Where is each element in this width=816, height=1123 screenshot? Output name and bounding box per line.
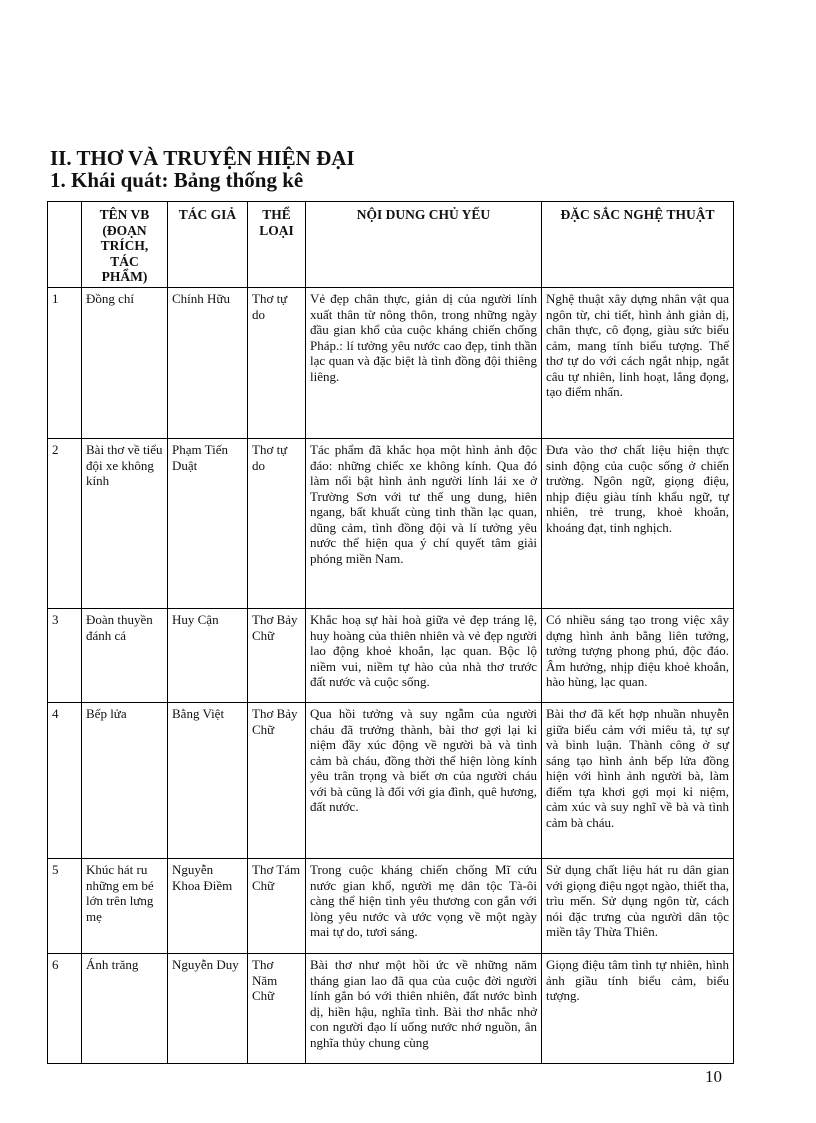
table-row bbox=[48, 439, 734, 609]
cell-content: Trong cuộc kháng chiến chống Mĩ cứu nước gian khổ, người mẹ dân tộc Tà-ôi càng thể hiện tình yêu thương con gắn với lòng yêu nước và ước vọng về một ngày mai tự do, tươi sáng. bbox=[306, 859, 542, 954]
cell-stt: 5 bbox=[48, 859, 82, 954]
header-genre: THỂ LOẠI bbox=[248, 202, 306, 288]
cell-stt: 4 bbox=[48, 703, 82, 859]
cell-author: Nguyễn Khoa Điềm bbox=[168, 859, 248, 954]
table-header-row bbox=[48, 202, 734, 288]
cell-author: Bằng Việt bbox=[168, 703, 248, 859]
section-title: II. THƠ VÀ TRUYỆN HIỆN ĐẠI bbox=[50, 146, 355, 170]
cell-genre: Thơ tự do bbox=[248, 439, 306, 609]
cell-content: Vẻ đẹp chân thực, giản dị của người lính xuất thân từ nông thôn, trong những ngày đầu gian khổ của cuộc kháng chiến chống Pháp.: lí tưởng yêu nước cao đẹp, tinh thần lạc quan và đặc biệt là tình đồng đội thiêng liêng. bbox=[306, 288, 542, 439]
cell-stt: 6 bbox=[48, 954, 82, 1064]
subsection-title: 1. Khái quát: Bảng thống kê bbox=[50, 168, 304, 192]
cell-stt: 2 bbox=[48, 439, 82, 609]
summary-table bbox=[47, 201, 734, 1064]
cell-title: Khúc hát ru những em bé lớn trên lưng mẹ bbox=[82, 859, 168, 954]
cell-art: Bài thơ đã kết hợp nhuần nhuyễn giữa biểu cảm với miêu tả, tự sự và bình luận. Thành công ở sự sáng tạo hình ảnh bếp lửa đồng hiện với hình ảnh người bà, làm điểm tựa khơi gợi mọi kỉ niệm, cảm xúc và suy nghĩ về bà và tình cảm bà cháu. bbox=[542, 703, 734, 859]
cell-author: Huy Cận bbox=[168, 609, 248, 703]
cell-genre: Thơ Bảy Chữ bbox=[248, 609, 306, 703]
cell-stt: 1 bbox=[48, 288, 82, 439]
header-title: TÊN VB (ĐOẠN TRÍCH, TÁC PHẨM) bbox=[82, 202, 168, 288]
cell-genre: Thơ Bảy Chữ bbox=[248, 703, 306, 859]
cell-art: Nghệ thuật xây dựng nhân vật qua ngôn từ, chi tiết, hình ảnh giản dị, chân thực, cô đọng, giàu sức biểu cảm, mang tính biểu tượng. Thể thơ tự do với cách ngắt nhịp, ngắt câu tự nhiên, linh hoạt, lắng đọng, tạo điểm nhấn. bbox=[542, 288, 734, 439]
table-row bbox=[48, 954, 734, 1064]
cell-content: Bài thơ như một hồi ức về những năm tháng gian lao đã qua của cuộc đời người lính gắn bó với thiên nhiên, đất nước bình dị, hiền hậu, nghĩa tình. Bài thơ nhắc nhở con người đạo lí uống nước nhớ nguồn, ân nghĩa thủy chung cùng bbox=[306, 954, 542, 1064]
cell-genre: Thơ tự do bbox=[248, 288, 306, 439]
cell-art: Đưa vào thơ chất liệu hiện thực sinh động của cuộc sống ở chiến trường. Ngôn ngữ, giọng điệu, nhịp điệu giàu tính khẩu ngữ, tự nhiên, trẻ trung, khoẻ khoắn, khoáng đạt, tinh nghịch. bbox=[542, 439, 734, 609]
cell-title: Bếp lửa bbox=[82, 703, 168, 859]
table-row bbox=[48, 609, 734, 703]
cell-content: Qua hồi tưởng và suy ngẫm của người cháu đã trưởng thành, bài thơ gợi lại kỉ niệm đầy xúc động về người bà và tình cảm bà cháu, đồng thời thể hiện lòng kính yêu trân trọng và biết ơn của người cháu với bà cũng là đối với gia đình, quê hương, đất nước. bbox=[306, 703, 542, 859]
cell-art: Sử dụng chất liệu hát ru dân gian với giọng điệu ngọt ngào, thiết tha, trìu mến. Sử dụng ngôn từ, cách nói đặc trưng của người dân tộc miền tây Thừa Thiên. bbox=[542, 859, 734, 954]
cell-content: Khắc hoạ sự hài hoà giữa vẻ đẹp tráng lệ, huy hoàng của thiên nhiên và vẻ đẹp người lao động khoẻ khoắn, lạc quan. Bộc lộ niềm vui, niềm tự hào của nhà thơ trước đất nước và cuộc sống. bbox=[306, 609, 542, 703]
table-row bbox=[48, 288, 734, 439]
cell-author: Chính Hữu bbox=[168, 288, 248, 439]
header-art: ĐẶC SẮC NGHỆ THUẬT bbox=[542, 202, 734, 288]
header-content: NỘI DUNG CHỦ YẾU bbox=[306, 202, 542, 288]
cell-genre: Thơ Tám Chữ bbox=[248, 859, 306, 954]
header-stt bbox=[48, 202, 82, 288]
cell-art: Giọng điệu tâm tình tự nhiên, hình ảnh giầu tính biểu cảm, biểu tượng. bbox=[542, 954, 734, 1064]
cell-title: Đồng chí bbox=[82, 288, 168, 439]
cell-stt: 3 bbox=[48, 609, 82, 703]
header-author: TÁC GIẢ bbox=[168, 202, 248, 288]
cell-title: Ánh trăng bbox=[82, 954, 168, 1064]
page-number: 10 bbox=[705, 1067, 722, 1086]
cell-author: Phạm Tiến Duật bbox=[168, 439, 248, 609]
table-row bbox=[48, 703, 734, 859]
cell-art: Có nhiều sáng tạo trong việc xây dựng hình ảnh bằng liên tưởng, tưởng tượng phong phú, độc đáo. Âm hưởng, nhịp điệu khoẻ khoắn, hào hùng, lạc quan. bbox=[542, 609, 734, 703]
cell-genre: Thơ Năm Chữ bbox=[248, 954, 306, 1064]
cell-author: Nguyễn Duy bbox=[168, 954, 248, 1064]
cell-content: Tác phẩm đã khắc họa một hình ảnh độc đáo: những chiếc xe không kính. Qua đó làm nổi bật hình ảnh người lính lái xe ở Trường Sơn với tư thế ung dung, hiên ngang, bất khuất cùng tinh thần lạc quan, dũng cảm, tình đồng đội và lí tưởng yêu nước thể hiện qua ý chí quyết tâm giải phóng miền Nam. bbox=[306, 439, 542, 609]
table-row bbox=[48, 859, 734, 954]
cell-title: Bài thơ về tiểu đội xe không kính bbox=[82, 439, 168, 609]
cell-title: Đoàn thuyền đánh cá bbox=[82, 609, 168, 703]
